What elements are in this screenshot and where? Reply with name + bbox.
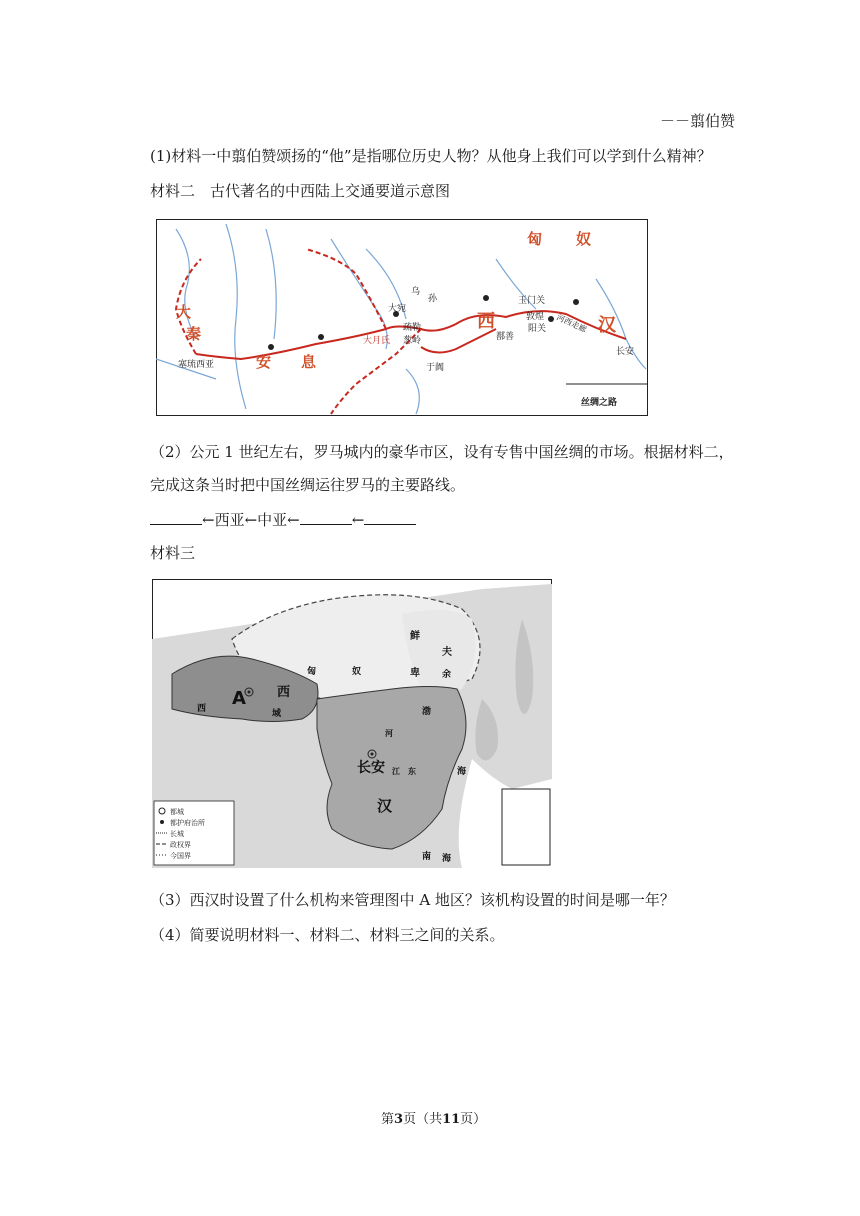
map-label-han: 汉 xyxy=(598,315,616,336)
map2-label-han: 汉 xyxy=(377,797,393,815)
footer-total-pages: 11 xyxy=(442,1112,461,1127)
route-west-asia: ←西亚← xyxy=(202,511,258,529)
map-label-dayuan: 大宛 xyxy=(388,304,407,314)
legend-great-wall: 长城 xyxy=(170,830,184,838)
question-3: （3）西汉时设置了什么机构来管理图中 A 地区？该机构设置的时间是哪一年？ xyxy=(150,891,675,909)
map-label-dunhuang: 敦煌 xyxy=(526,312,545,322)
map2-label-xiyu-a: 西 xyxy=(277,685,291,700)
footer-mid: 页（共 xyxy=(403,1112,443,1127)
map2-label-changan: 长安 xyxy=(357,760,385,776)
map-label-wusun-b: 孙 xyxy=(428,294,438,304)
map-label-xiongnu-b: 奴 xyxy=(576,230,592,248)
western-han-map xyxy=(152,579,552,868)
map2-label-nan: 南 xyxy=(422,852,432,862)
silk-road-map xyxy=(156,219,648,416)
map2-label-xiongnu-b: 奴 xyxy=(352,667,362,677)
map2-label-fuyu-b: 余 xyxy=(442,670,452,680)
map-legend-silk-road: 丝绸之路 xyxy=(581,398,618,408)
map-label-saile: 塞琉西亚 xyxy=(178,360,215,370)
route-arrow: ← xyxy=(351,511,365,529)
question-4: （4）简要说明材料一、材料二、材料三之间的关系。 xyxy=(150,926,505,944)
map2-label-xiyu-c: 西 xyxy=(197,704,207,714)
map-label-yangguan: 阳关 xyxy=(528,324,547,334)
route-fill-in xyxy=(150,510,416,530)
legend-boundary: 政权界 xyxy=(170,841,191,849)
answer-blank-2[interactable] xyxy=(300,510,352,525)
map-label-xiongnu-a: 匈 xyxy=(527,230,543,248)
map2-label-bo: 渤 xyxy=(422,707,432,717)
map2-label-A: A xyxy=(232,688,246,709)
map-label-shule: 疏勒 xyxy=(403,323,422,333)
map-label-dayuezhi: 大月氏 xyxy=(363,336,391,346)
map2-label-fuyu-a: 夫 xyxy=(442,647,452,658)
map2-label-hai2: 海 xyxy=(442,854,452,864)
route-central-asia: 中亚← xyxy=(257,511,300,529)
map-label-hexi: 河西走廊 xyxy=(555,312,588,335)
map2-label-jiang: 江 xyxy=(392,767,400,776)
map-label-xiyu-xi: 西 xyxy=(477,311,495,332)
map-label-wusun-a: 乌 xyxy=(411,287,421,297)
map-label-xi: 息 xyxy=(301,353,317,371)
legend-modern-border: 今国界 xyxy=(170,852,191,860)
footer-prefix: 第 xyxy=(381,1112,395,1127)
map2-label-dong: 东 xyxy=(408,767,416,776)
map2-label-he: 河 xyxy=(385,729,393,738)
map2-label-xiongnu-a: 匈 xyxy=(307,667,317,677)
map-label-da: 大 xyxy=(176,303,192,321)
question-2-line-2: 完成这条当时把中国丝绸运往罗马的主要路线。 xyxy=(150,476,466,494)
question-2-line-1: （2）公元 1 世纪左右，罗马城内的豪华市区，设有专售中国丝绸的市场。根据材料二， xyxy=(150,443,734,461)
page-footer xyxy=(381,1110,486,1130)
map-label-qin: 秦 xyxy=(186,325,202,343)
legend-protectorate: 都护府治所 xyxy=(170,819,205,827)
map2-label-xiyu-b: 域 xyxy=(272,709,282,719)
map-label-changan: 长安 xyxy=(616,347,635,357)
map-label-yumenguan: 玉门关 xyxy=(518,296,546,306)
map-label-yutian: 于阗 xyxy=(426,363,445,373)
map2-label-hai: 海 xyxy=(457,767,467,777)
map-label-shanshan: 鄯善 xyxy=(496,332,515,342)
question-1: (1)材料一中翦伯赞颂扬的“他”是指哪位历史人物？从他身上我们可以学到什么精神？ xyxy=(150,147,712,165)
map-label-congling: 葱岭 xyxy=(403,336,422,346)
footer-suffix: 页） xyxy=(460,1112,487,1127)
answer-blank-3[interactable] xyxy=(364,510,416,525)
footer-page-number: 3 xyxy=(394,1112,404,1127)
map-label-an: 安 xyxy=(256,353,272,371)
legend-capital: 都城 xyxy=(170,808,184,816)
attribution: －－翦伯赞 xyxy=(660,112,736,130)
map2-label-xianbei-a: 鲜 xyxy=(410,631,420,642)
material-2-title: 材料二 古代著名的中西陆上交通要道示意图 xyxy=(150,182,451,200)
answer-blank-1[interactable] xyxy=(150,510,202,525)
map2-label-xianbei-b: 卑 xyxy=(410,668,420,679)
material-3-title: 材料三 xyxy=(150,544,196,562)
